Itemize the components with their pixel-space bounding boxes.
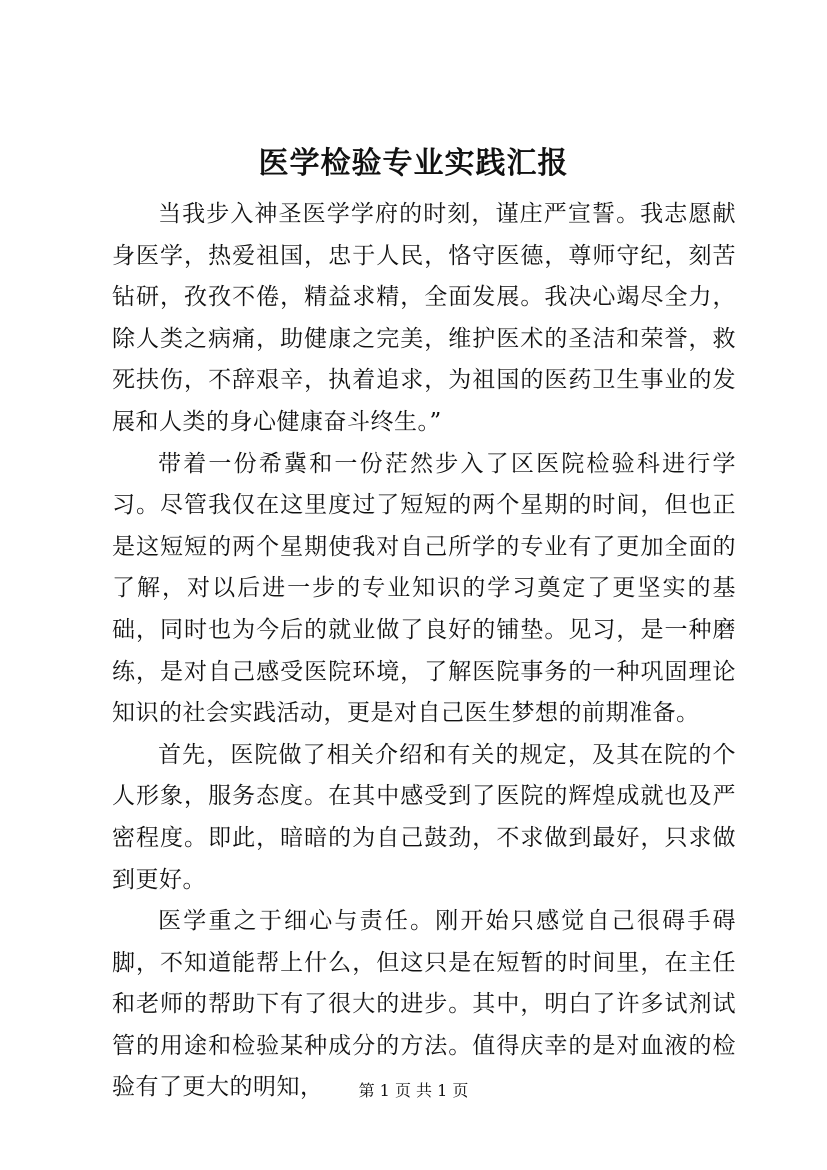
- paragraph-introduction: 首先，医院做了相关介绍和有关的规定，及其在院的个人形象，服务态度。在其中感受到了医院的辉煌成就也及严密程度。即此，暗暗的为自己鼓劲，不求做到最好，只求做到更好。: [112, 741, 736, 893]
- paragraph-internship: 带着一份希冀和一份茫然步入了区医院检验科进行学习。尽管我仅在这里度过了短短的两个星期的时间，但也正是这短短的两个星期使我对自己所学的专业有了更加全面的了解，对以后进一步的专业知识的学习奠定了更坚实的基础，同时也为今后的就业做了良好的铺垫。见习，是一种磨练，是对自己感受医院环境，了解医院事务的一种巩固理论知识的社会实践活动，更是对自己医生梦想的前期准备。: [112, 450, 736, 727]
- document-body: [112, 194, 736, 1109]
- page-number-footer: 第 1 页 共 1 页: [358, 1081, 469, 1100]
- paragraph-oath: 当我步入神圣医学学府的时刻，谨庄严宣誓。我志愿献身医学，热爱祖国，忠于人民，恪守医德，尊师守纪，刻苦钻研，孜孜不倦，精益求精，全面发展。我决心竭尽全力，除人类之病痛，助健康之完美，维护医术的圣洁和荣誉，救死扶伤，不辞艰辛，执着追求，为祖国的医药卫生事业的发展和人类的身心健康奋斗终生。”: [112, 201, 736, 435]
- paragraph-responsibility: 医学重之于细心与责任。刚开始只感觉自己很碍手碍脚，不知道能帮上什么，但这只是在短暂的时间里，在主任和老师的帮助下有了很大的进步。其中，明白了许多试剂试管的用途和检验某种成分的方法。值得庆幸的是对血液的检验有了更大的明知，: [112, 908, 736, 1101]
- document-title: 医学检验专业实践汇报: [258, 146, 569, 181]
